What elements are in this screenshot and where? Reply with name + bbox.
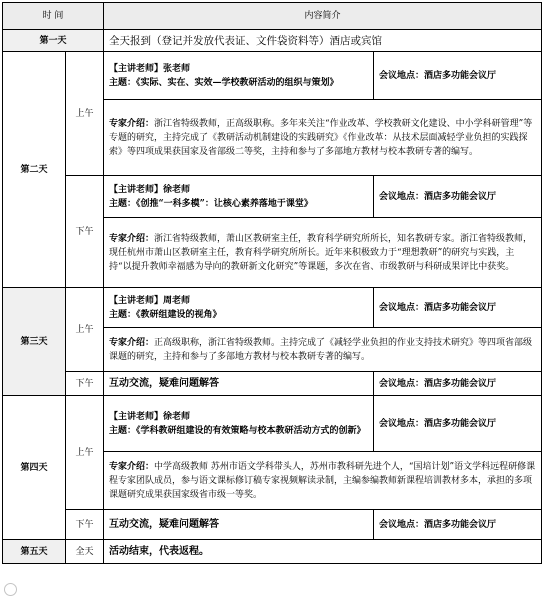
day1-row [3,30,542,52]
day4-pm-text: 互动交流，疑难问题解答 [104,510,374,540]
table-header [3,3,542,30]
day2-pm-intro-text: 浙江省特级教师，萧山区教研室主任，教育科学研究所所长，知名教研专家。浙江省特级教师，现任杭州市萧山区教研室主任，教育科学研究所所长。近年来积极致力于“理想教研”的研究与实践，主持“以提升教师幸福感为导向的教研新文化研究”等课题，多次在省、市级教研与科研成果评比中获奖。 [109,233,533,272]
day2-am-title: 主题：《实际、实在、实效—学校教研活动的组织与策划》 [109,77,339,88]
day2-pm-topic [104,176,374,218]
day3-am-title: 主题：《教研组建设的视角》 [109,309,222,320]
day3-label: 第三天 [3,288,66,396]
day2-am-topic-row [3,52,542,100]
day4-am-venue: 会议地点：酒店多功能会议厅 [374,396,542,452]
watermark [4,583,19,596]
day3-pm-text: 互动交流，疑难问题解答 [104,372,374,396]
day5-text: 活动结束，代表返程。 [104,540,542,564]
day3-am-topic [104,288,374,328]
day2-am-session: 上午 [66,52,104,176]
day2-label: 第二天 [3,52,66,288]
day5-label: 第五天 [3,540,66,564]
day3-am-intro-label: 专家介绍： [109,337,155,348]
day2-am-intro [104,100,542,176]
header-content: 内容简介 [104,3,542,30]
day3-am-speaker: 【主讲老师】周老师 [109,295,191,306]
day3-am-intro-text: 正高级职称，浙江省特级教师。主持完成了《减轻学业负担的作业支持技术研究》等四项省部级课题的研究，主持和参与了多部地方教材与校本教研专著的编写。 [109,337,533,362]
day2-am-speaker: 【主讲老师】张老师 [109,63,191,74]
day4-am-topic-row [3,396,542,452]
day3-am-intro [104,328,542,372]
day2-pm-topic-row [3,176,542,218]
day4-am-intro-label: 专家介绍： [109,461,155,472]
day4-pm-session: 下午 [66,510,104,540]
day2-am-topic [104,52,374,100]
day4-label: 第四天 [3,396,66,540]
day3-am-session: 上午 [66,288,104,372]
day4-am-title: 主题：《学科教研组建设的有效策略与校本教研活动方式的创新》 [109,425,366,436]
day3-pm-row [3,372,542,396]
day2-am-venue: 会议地点：酒店多功能会议厅 [374,52,542,100]
day4-am-topic [104,396,374,452]
header-time: 时 间 [3,3,104,30]
day4-pm-venue: 会议地点：酒店多功能会议厅 [374,510,542,540]
day2-pm-session: 下午 [66,176,104,288]
day5-row [3,540,542,564]
day4-pm-row [3,510,542,540]
day2-pm-venue: 会议地点：酒店多功能会议厅 [374,176,542,218]
day5-session: 全天 [66,540,104,564]
day2-pm-intro [104,218,542,288]
day3-am-venue: 会议地点：酒店多功能会议厅 [374,288,542,328]
day4-am-session: 上午 [66,396,104,510]
day3-am-topic-row [3,288,542,328]
day2-am-intro-text: 浙江省特级教师，正高级职称。多年来关注“作业改革、学校教研文化建设、中小学科研管理”等专题的研究，主持完成了《教研活动机制建设的实践研究》《作业改革：从技术层面减轻学业负担的实践探索》等四项成果获国家及省部级二等奖，主持和参与了多部地方教材与校本教研专著的编写。 [109,118,533,157]
day4-am-speaker: 【主讲老师】徐老师 [109,411,191,422]
watermark-logo-icon [4,583,17,596]
schedule-table [2,2,542,564]
day4-am-intro-text: 中学高级教师 苏州市语文学科带头人，苏州市教科研先进个人，“国培计划”语文学科远程研修课程专家团队成员，参与语文课标修订稿专家视频解读录制，主编参编教师新课程培训教材多本，承担的多项课题研究成果获国家级省市级一等奖。 [109,461,536,500]
day2-pm-title: 主题：《创推“一科多模”：让核心素养落地于课堂》 [109,198,313,209]
day3-pm-venue: 会议地点：酒店多功能会议厅 [374,372,542,396]
day4-am-intro [104,452,542,510]
day1-text: 全天报到（登记并发放代表证、文件袋资料等）酒店或宾馆 [104,30,542,52]
day2-am-intro-label: 专家介绍： [109,118,155,129]
day2-pm-speaker: 【主讲老师】徐老师 [109,184,191,195]
day2-pm-intro-label: 专家介绍： [109,233,155,244]
day3-pm-session: 下午 [66,372,104,396]
day1-label: 第一天 [3,30,104,52]
